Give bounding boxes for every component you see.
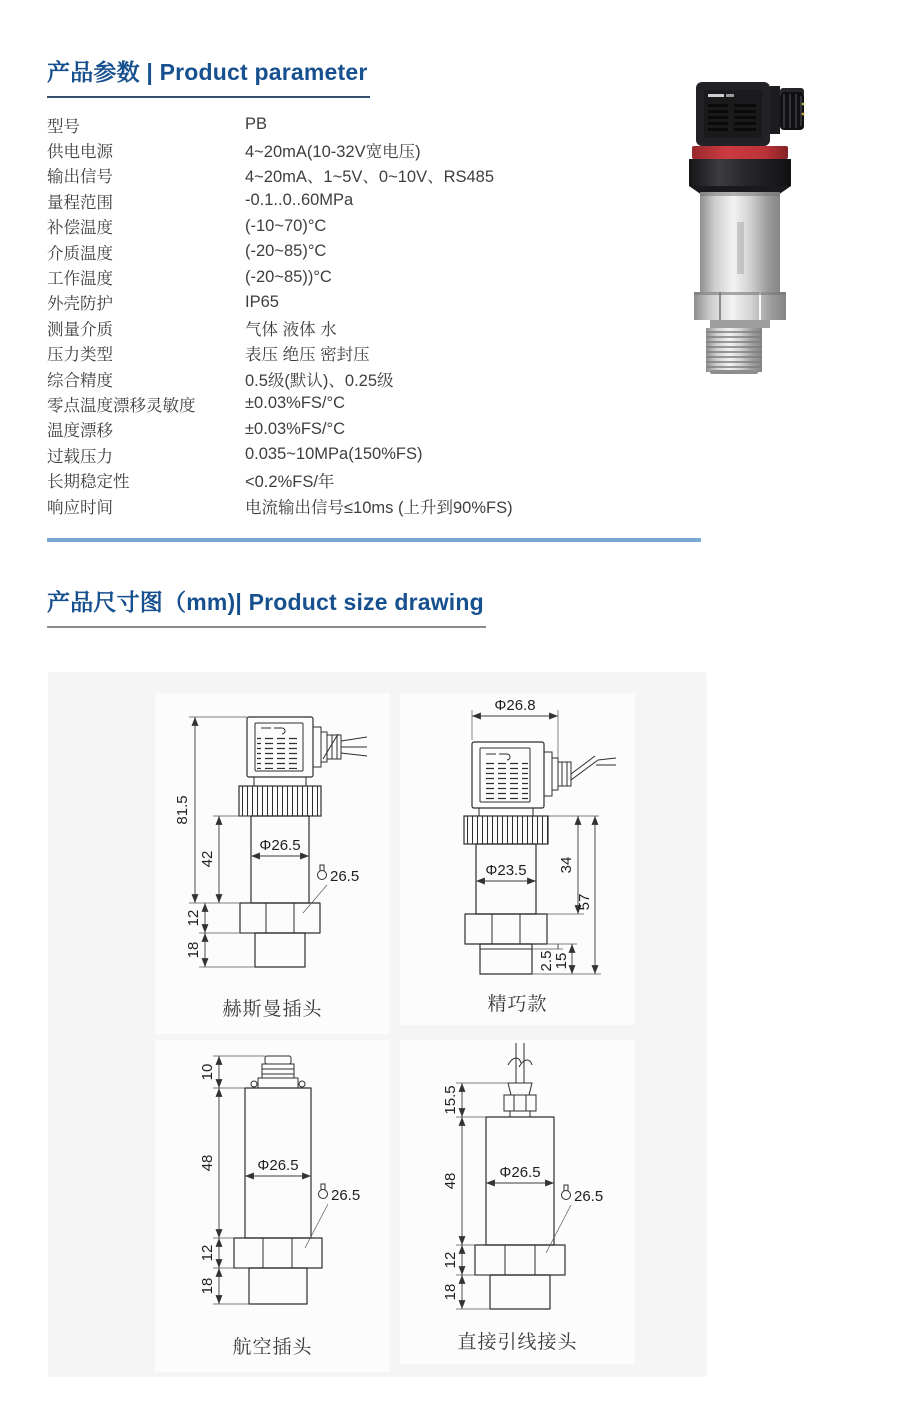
spec-label: 外壳防护 — [47, 295, 113, 314]
spec-label: 综合精度 — [47, 371, 113, 390]
drawing-aviation — [155, 1048, 390, 1310]
spec-value: ±0.03%FS/°C — [245, 394, 346, 413]
spec-label: 零点温度漂移灵敏度 — [47, 396, 196, 415]
spec-row — [47, 188, 672, 213]
spec-label: 温度漂移 — [47, 422, 113, 441]
spec-label: 介质温度 — [47, 244, 113, 263]
spec-value: IP65 — [245, 292, 279, 311]
drawing-label: 航空插头 — [232, 1337, 313, 1358]
spec-value: (-20~85)°C — [245, 242, 327, 261]
spec-row — [47, 341, 672, 366]
spec-value: 电流输出信号≤10ms (上升到90%FS) — [245, 498, 513, 517]
spec-value: -0.1..0..60MPa — [245, 191, 354, 210]
dim-label: 42 — [199, 850, 216, 868]
section-divider — [47, 538, 701, 542]
dim-label: 26.5 — [330, 868, 360, 885]
spec-value: 表压 绝压 密封压 — [245, 346, 370, 365]
dim-label: 34 — [558, 856, 575, 874]
spec-row — [47, 137, 672, 162]
spec-row — [47, 264, 672, 289]
spec-row — [47, 366, 672, 391]
spec-value: 0.035~10MPa(150%FS) — [245, 445, 423, 464]
cable-gland — [770, 86, 780, 134]
spec-label: 测量介质 — [47, 320, 113, 339]
spec-row — [47, 290, 672, 315]
dim-label: 81.5 — [174, 795, 191, 825]
dim-label: 12 — [185, 909, 202, 927]
wrench-icon — [318, 865, 327, 880]
dim-label: 48 — [442, 1172, 459, 1190]
size-drawing-box — [48, 672, 707, 1377]
drawing-panel-compact — [400, 693, 635, 1025]
spec-value: (-10~70)°C — [245, 216, 327, 235]
dim-label: Φ26.8 — [494, 697, 536, 714]
drawing-panel-hirschmann — [155, 693, 390, 1034]
spec-label: 补偿温度 — [47, 219, 113, 238]
drawing-panel-aviation — [155, 1040, 390, 1372]
spec-table — [47, 112, 672, 518]
spec-label: 型号 — [47, 117, 80, 136]
dim-label: Φ26.5 — [259, 837, 301, 854]
dim-label: 2.5 — [538, 950, 555, 972]
dim-label: 10 — [199, 1063, 216, 1081]
spec-row — [47, 239, 672, 264]
dim-label: 12 — [442, 1251, 459, 1269]
spec-row — [47, 112, 672, 137]
spec-label: 工作温度 — [47, 270, 113, 289]
spec-label: 供电电源 — [47, 143, 113, 162]
spec-value: <0.2%FS/年 — [245, 473, 335, 492]
product-photo — [680, 74, 830, 374]
spec-value: ±0.03%FS/°C — [245, 419, 346, 438]
black-hex — [689, 159, 791, 186]
spec-label: 压力类型 — [47, 346, 113, 365]
spec-value: 4~20mA(10-32V宽电压) — [245, 143, 421, 162]
dim-label: Φ26.5 — [499, 1164, 541, 1181]
dim-label: 48 — [199, 1154, 216, 1172]
spec-row — [47, 163, 672, 188]
drawing-label: 赫斯曼插头 — [222, 999, 323, 1020]
dim-label: 15 — [553, 952, 570, 970]
spec-label: 长期稳定性 — [47, 473, 130, 492]
dim-label: 26.5 — [331, 1187, 361, 1204]
dim-label: 15.5 — [442, 1085, 459, 1115]
spec-row — [47, 442, 672, 467]
dim-label: Φ23.5 — [485, 862, 527, 879]
wrench-icon — [319, 1184, 328, 1199]
section-title-product-parameter: 产品参数 | Product parameter — [47, 54, 370, 98]
section-title-product-size-drawing: 产品尺寸图（mm)| Product size drawing — [47, 584, 486, 628]
dim-label: 57 — [576, 893, 593, 911]
red-seal-ring — [692, 146, 788, 159]
spec-label: 过载压力 — [47, 447, 113, 466]
dim-label: 26.5 — [574, 1188, 604, 1205]
drawing-label: 精巧款 — [487, 994, 548, 1015]
dim-label: 12 — [199, 1244, 216, 1262]
dim-label: Φ26.5 — [257, 1157, 299, 1174]
drawing-hirschmann — [155, 701, 390, 969]
dim-label: 18 — [199, 1277, 216, 1295]
spec-row — [47, 315, 672, 340]
spec-value: PB — [245, 115, 268, 134]
drawing-panel-direct-lead — [400, 1040, 635, 1364]
dim-label: 18 — [442, 1283, 459, 1301]
break-symbol-icon — [508, 1058, 532, 1067]
spec-value: 4~20mA、1~5V、0~10V、RS485 — [245, 168, 495, 187]
spec-label: 量程范围 — [47, 193, 113, 212]
spec-label: 输出信号 — [47, 168, 113, 187]
spec-value: 气体 液体 水 — [245, 320, 337, 339]
dim-label: 18 — [185, 941, 202, 959]
spec-value: (-20~85))°C — [245, 267, 332, 286]
spec-row — [47, 417, 672, 442]
spec-row — [47, 214, 672, 239]
threaded-stem — [706, 328, 762, 372]
pressure-transmitter-photo — [680, 74, 830, 374]
wrench-icon — [562, 1185, 571, 1200]
spec-label: 响应时间 — [47, 498, 113, 517]
drawing-label: 直接引线接头 — [457, 1332, 578, 1353]
drawing-direct-lead — [400, 1043, 635, 1321]
spec-value: 0.5级(默认)、0.25级 — [245, 371, 394, 390]
spec-row — [47, 493, 672, 518]
steel-hex-nut — [694, 292, 786, 320]
spec-row — [47, 391, 672, 416]
spec-row — [47, 467, 672, 492]
drawing-compact — [400, 696, 635, 984]
